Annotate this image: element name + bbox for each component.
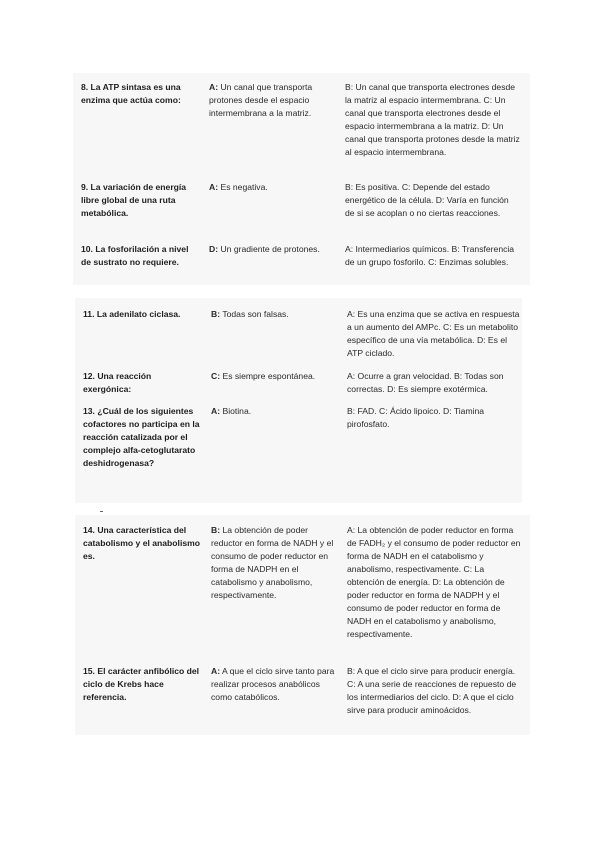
- correct-answer: [211, 308, 335, 321]
- answer-letter: A:: [209, 82, 219, 92]
- answer-letter: C:: [211, 371, 221, 381]
- question-text: 11. La adenilato ciclasa.: [83, 309, 181, 319]
- other-options: B: Un canal que transporta electrones desde la matriz al espacio intermembrana. C: Un canal que transporta electrones desde el espacio intermembrana a la matriz. D: Un canal que transporta protones desde la matriz al espacio intermembrana.: [345, 82, 520, 157]
- answer-letter: A:: [209, 182, 219, 192]
- answer-letter: A:: [211, 666, 221, 676]
- other-options: B: FAD. C: Ácido lipoico. D: Tiamina pirofosfato.: [347, 406, 485, 429]
- other-options: B: A que el ciclo sirve para producir energía. C: A una serie de reacciones de repuesto de los intermediarios del ciclo. D: A que el ciclo sirve para producir aminoácidos.: [347, 666, 517, 715]
- other-options: A: Ocurre a gran velocidad. B: Todas son correctas. D: Es siempre exotérmica.: [347, 371, 504, 394]
- separator-dash: [100, 511, 103, 512]
- answer-text: A que el ciclo sirve tanto para realizar procesos anabólicos como catabólicos.: [211, 666, 335, 702]
- correct-answer: [209, 181, 333, 194]
- answer-text: Todas son falsas.: [222, 309, 289, 319]
- correct-answer: [211, 370, 335, 383]
- question-text: 10. La fosforilación a nivel de sustrato no requiere.: [81, 244, 189, 267]
- correct-answer: [211, 665, 335, 704]
- question-text: 8. La ATP sintasa es una enzima que actúa como:: [81, 82, 181, 105]
- question-block-1: [73, 73, 530, 285]
- question-block-2: [75, 298, 522, 503]
- correct-answer: [209, 243, 333, 256]
- answer-text: Es siempre espontánea.: [222, 371, 316, 381]
- question-text: 15. El carácter anfibólico del ciclo de Krebs hace referencia.: [83, 666, 200, 702]
- answer-text: Un canal que transporta protones desde el espacio intermembrana a la matriz.: [209, 82, 313, 118]
- other-options: B: Es positiva. C: Depende del estado energético de la célula. D: Varía en función de si se acoplan o no ciertas reacciones.: [345, 182, 509, 218]
- answer-text: La obtención de poder reductor en forma de NADH y el consumo de poder reductor en forma de NADPH en el catabolismo y anabolismo, respectivamente.: [211, 525, 334, 600]
- question-text: 13. ¿Cuál de los siguientes cofactores no participa en la reacción catalizada por el complejo alfa-cetoglutarato deshidrogenasa?: [83, 406, 200, 468]
- other-options: A: Es una enzima que se activa en respuesta a un aumento del AMPc. C: Es un metabolito específico de una vía metabólica. D: Es el ATP ciclado.: [347, 309, 520, 358]
- answer-letter: B:: [211, 309, 221, 319]
- question-text: 9. La variación de energía libre global de una ruta metabólica.: [81, 182, 187, 218]
- answer-letter: A:: [211, 406, 221, 416]
- answer-text: Un gradiente de protones.: [220, 244, 320, 254]
- answer-text: Biotina.: [222, 406, 252, 416]
- question-block-3: [75, 515, 530, 735]
- other-options: A: Intermediarios químicos. B: Transferencia de un grupo fosforilo. C: Enzimas solubles.: [345, 244, 515, 267]
- correct-answer: [211, 524, 335, 602]
- question-text: 12. Una reacción exergónica:: [83, 371, 152, 394]
- question-text: 14. Una característica del catabolismo y el anabolismo es.: [83, 525, 201, 561]
- correct-answer: [211, 405, 335, 418]
- correct-answer: [209, 81, 333, 120]
- other-options: A: La obtención de poder reductor en forma de FADH₂ y el consumo de poder reductor en forma de NADH en el catabolismo y anabolismo, respectivamente. C: La obtención de energía. D: La obtención de poder reductor en forma de NADPH y el consumo de poder reductor en forma de NADH en el catabolismo y anabolismo, respectivamente.: [347, 525, 521, 639]
- answer-text: Es negativa.: [220, 182, 268, 192]
- answer-letter: D:: [209, 244, 219, 254]
- answer-letter: B:: [211, 525, 221, 535]
